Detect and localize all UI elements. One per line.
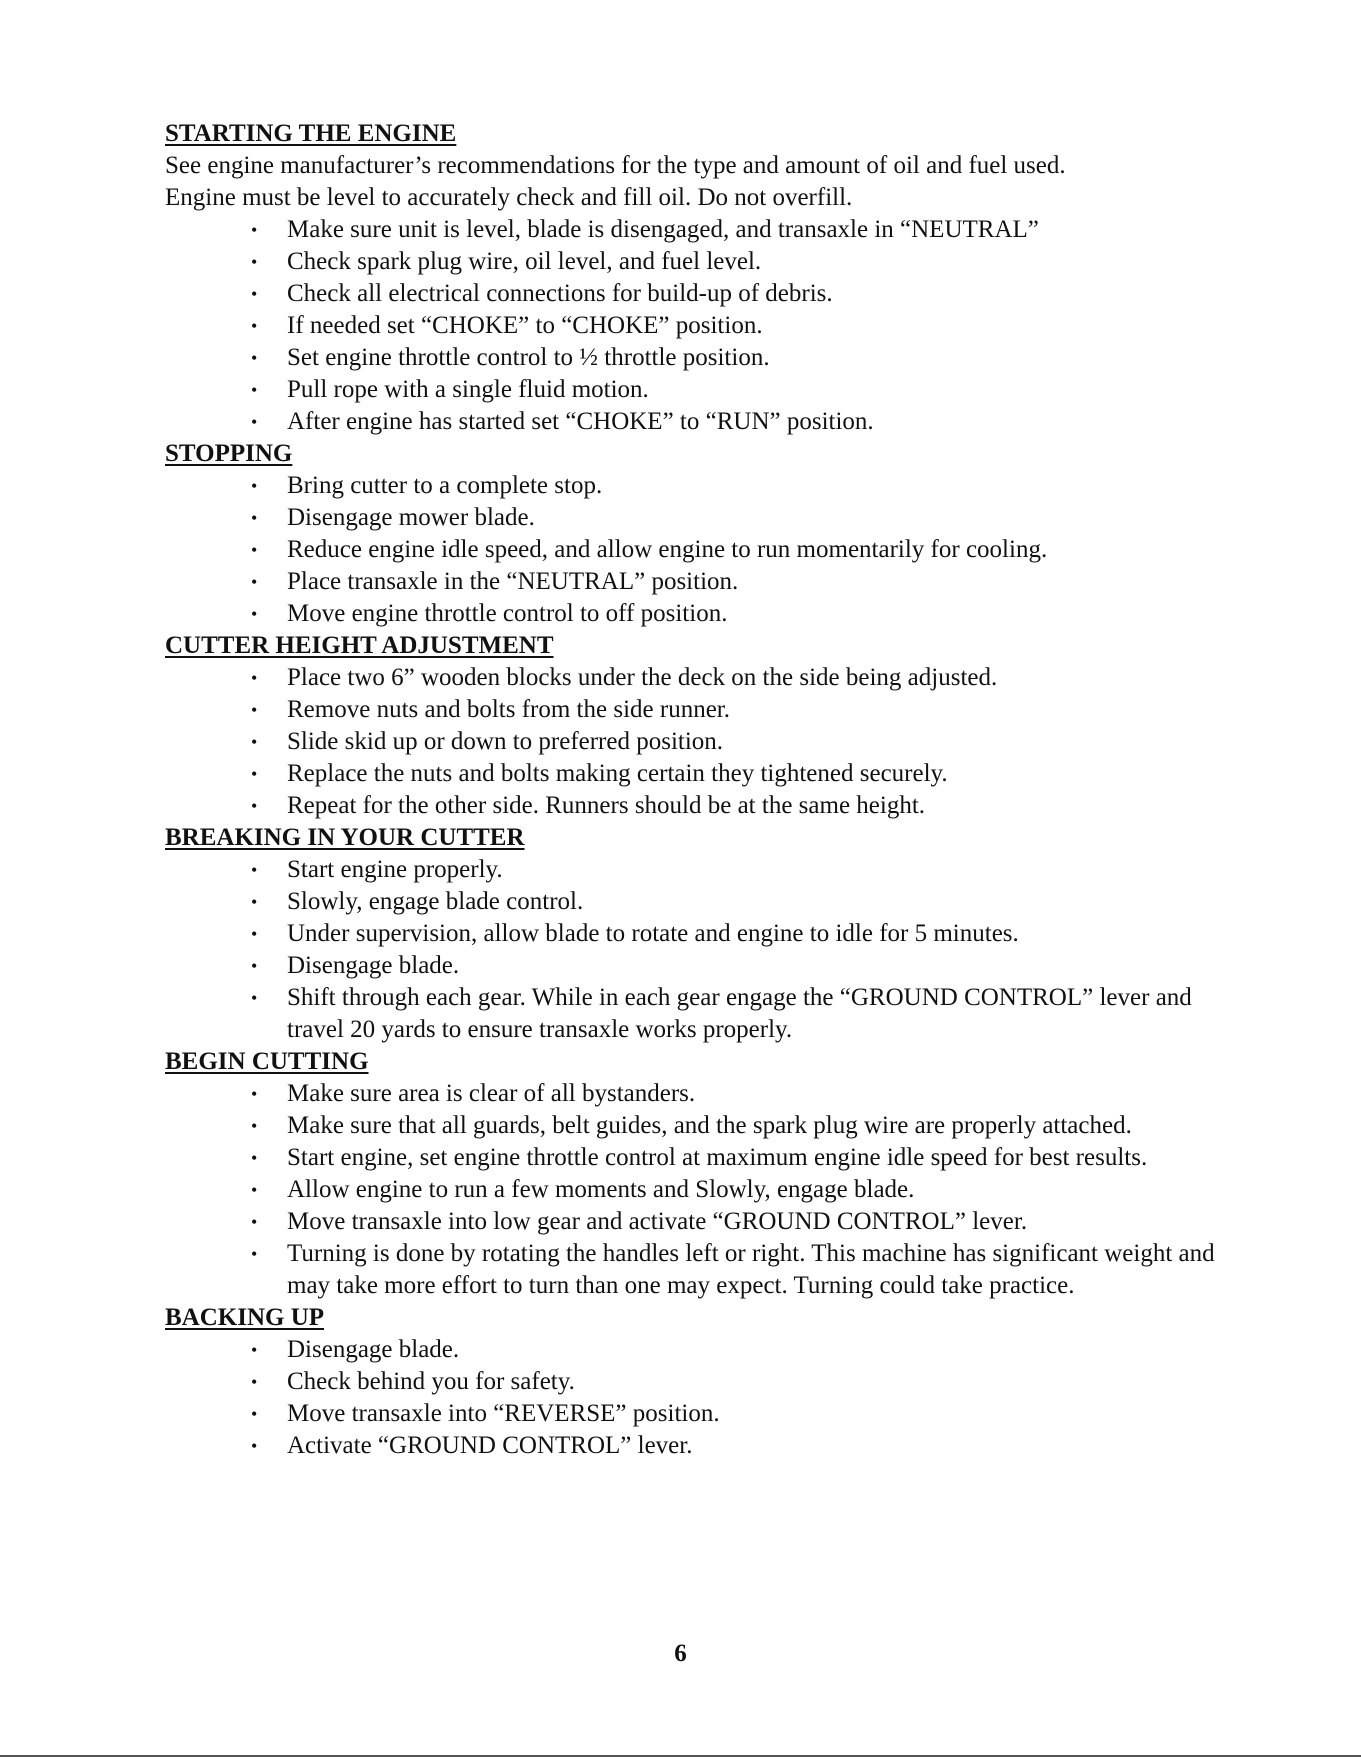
- list-item-text: Reduce engine idle speed, and allow engine to run momentarily for cooling.: [287, 536, 1048, 563]
- section-heading: BREAKING IN YOUR CUTTER: [165, 824, 525, 851]
- list-item: [165, 1398, 1245, 1430]
- section-heading: CUTTER HEIGHT ADJUSTMENT: [165, 632, 554, 659]
- bullet-icon: •: [251, 956, 258, 976]
- list-item-text: Move transaxle into “REVERSE” position.: [287, 1400, 720, 1427]
- section-heading: STOPPING: [165, 440, 293, 467]
- bullet-icon: •: [251, 220, 258, 240]
- list-item-text: Move engine throttle control to off position.: [287, 600, 728, 627]
- bullet-icon: •: [251, 1116, 258, 1136]
- list-item-text: Shift through each gear. While in each gear engage the “GROUND CONTROL” lever and travel 20 yards to ensure transaxle works properly.: [287, 984, 1192, 1043]
- list-item-text: Repeat for the other side. Runners should be at the same height.: [287, 792, 926, 819]
- section-cutter-height-adjustment: [165, 630, 1245, 822]
- bullet-icon: •: [251, 1340, 258, 1360]
- bullet-icon: •: [251, 988, 258, 1008]
- list-item: [165, 982, 1245, 1046]
- bullet-icon: •: [251, 1372, 258, 1392]
- section-heading: STARTING THE ENGINE: [165, 120, 457, 147]
- list-item: [165, 1142, 1245, 1174]
- list-item: [165, 1238, 1245, 1302]
- list-item: [165, 662, 1245, 694]
- list-item: [165, 694, 1245, 726]
- bullet-list: [165, 854, 1245, 1046]
- list-item-text: Slowly, engage blade control.: [287, 888, 584, 915]
- list-item: [165, 278, 1245, 310]
- bullet-icon: •: [251, 1404, 258, 1424]
- bullet-icon: •: [251, 1180, 258, 1200]
- list-item: [165, 726, 1245, 758]
- bullet-icon: •: [251, 860, 258, 880]
- bullet-icon: •: [251, 348, 258, 368]
- list-item-text: Check behind you for safety.: [287, 1368, 575, 1395]
- list-item: [165, 790, 1245, 822]
- list-item-text: Pull rope with a single fluid motion.: [287, 376, 649, 403]
- page-number: 6: [674, 1640, 687, 1667]
- list-item-text: Bring cutter to a complete stop.: [287, 472, 603, 499]
- bullet-icon: •: [251, 572, 258, 592]
- list-item-text: Turning is done by rotating the handles left or right. This machine has significant weight and may take more effort to turn than one may expect. Turning could take practice.: [287, 1240, 1215, 1299]
- section-starting-the-engine: [165, 118, 1245, 438]
- list-item-text: Disengage mower blade.: [287, 504, 535, 531]
- list-item-text: Start engine, set engine throttle control at maximum engine idle speed for best results.: [287, 1144, 1148, 1171]
- list-item: [165, 1206, 1245, 1238]
- paragraph: Engine must be level to accurately check and fill oil. Do not overfill.: [165, 184, 853, 211]
- list-item-text: Replace the nuts and bolts making certain they tightened securely.: [287, 760, 948, 787]
- bullet-icon: •: [251, 284, 258, 304]
- bullet-list: [165, 1334, 1245, 1462]
- bullet-icon: •: [251, 732, 258, 752]
- list-item: [165, 854, 1245, 886]
- bullet-icon: •: [251, 476, 258, 496]
- section-begin-cutting: [165, 1046, 1245, 1302]
- paragraph: See engine manufacturer’s recommendations for the type and amount of oil and fuel used.: [165, 152, 1066, 179]
- list-item: [165, 598, 1245, 630]
- list-item-text: If needed set “CHOKE” to “CHOKE” position.: [287, 312, 763, 339]
- list-item: [165, 342, 1245, 374]
- list-item-text: Place two 6” wooden blocks under the deck on the side being adjusted.: [287, 664, 998, 691]
- list-item-text: Move transaxle into low gear and activate “GROUND CONTROL” lever.: [287, 1208, 1028, 1235]
- section-heading: BACKING UP: [165, 1304, 325, 1331]
- list-item: [165, 1430, 1245, 1462]
- list-item: [165, 470, 1245, 502]
- list-item-text: Disengage blade.: [287, 952, 460, 979]
- list-item: [165, 502, 1245, 534]
- list-item: [165, 1334, 1245, 1366]
- bullet-icon: •: [251, 700, 258, 720]
- list-item: [165, 566, 1245, 598]
- list-item-text: Activate “GROUND CONTROL” lever.: [287, 1432, 693, 1459]
- bullet-icon: •: [251, 508, 258, 528]
- bullet-icon: •: [251, 380, 258, 400]
- bullet-icon: •: [251, 540, 258, 560]
- section-breaking-in-your-cutter: [165, 822, 1245, 1046]
- bottom-edge-rule: [0, 1755, 1361, 1757]
- list-item-text: Allow engine to run a few moments and Slowly, engage blade.: [287, 1176, 915, 1203]
- list-item-text: Place transaxle in the “NEUTRAL” position.: [287, 568, 739, 595]
- list-item: [165, 310, 1245, 342]
- bullet-list: [165, 1078, 1245, 1302]
- list-item-text: Check spark plug wire, oil level, and fuel level.: [287, 248, 762, 275]
- bullet-icon: •: [251, 1148, 258, 1168]
- bullet-icon: •: [251, 668, 258, 688]
- bullet-icon: •: [251, 604, 258, 624]
- list-item-text: Make sure area is clear of all bystanders.: [287, 1080, 696, 1107]
- bullet-list: [165, 214, 1245, 438]
- bullet-icon: •: [251, 1212, 258, 1232]
- bullet-icon: •: [251, 924, 258, 944]
- bullet-list: [165, 662, 1245, 822]
- list-item: [165, 1110, 1245, 1142]
- list-item-text: Disengage blade.: [287, 1336, 460, 1363]
- list-item: [165, 246, 1245, 278]
- list-item-text: Remove nuts and bolts from the side runner.: [287, 696, 730, 723]
- list-item: [165, 534, 1245, 566]
- bullet-icon: •: [251, 316, 258, 336]
- list-item-text: Under supervision, allow blade to rotate and engine to idle for 5 minutes.: [287, 920, 1019, 947]
- section-heading: BEGIN CUTTING: [165, 1048, 369, 1075]
- list-item-text: Make sure unit is level, blade is disengaged, and transaxle in “NEUTRAL”: [287, 216, 1039, 243]
- list-item-text: After engine has started set “CHOKE” to “RUN” position.: [287, 408, 874, 435]
- list-item: [165, 374, 1245, 406]
- bullet-list: [165, 470, 1245, 630]
- bullet-icon: •: [251, 796, 258, 816]
- list-item-text: Start engine properly.: [287, 856, 503, 883]
- bullet-icon: •: [251, 764, 258, 784]
- list-item: [165, 1078, 1245, 1110]
- list-item: [165, 758, 1245, 790]
- list-item: [165, 1366, 1245, 1398]
- list-item: [165, 406, 1245, 438]
- bullet-icon: •: [251, 1244, 258, 1264]
- section-stopping: [165, 438, 1245, 630]
- list-item-text: Make sure that all guards, belt guides, and the spark plug wire are properly attached.: [287, 1112, 1132, 1139]
- list-item-text: Check all electrical connections for build-up of debris.: [287, 280, 833, 307]
- section-backing-up: [165, 1302, 1245, 1462]
- bullet-icon: •: [251, 892, 258, 912]
- list-item: [165, 1174, 1245, 1206]
- list-item: [165, 886, 1245, 918]
- list-item: [165, 214, 1245, 246]
- bullet-icon: •: [251, 412, 258, 432]
- list-item: [165, 950, 1245, 982]
- list-item: [165, 918, 1245, 950]
- bullet-icon: •: [251, 1436, 258, 1456]
- bullet-icon: •: [251, 252, 258, 272]
- bullet-icon: •: [251, 1084, 258, 1104]
- list-item-text: Slide skid up or down to preferred position.: [287, 728, 724, 755]
- manual-page-content: [165, 118, 1245, 1462]
- list-item-text: Set engine throttle control to ½ throttle position.: [287, 344, 770, 371]
